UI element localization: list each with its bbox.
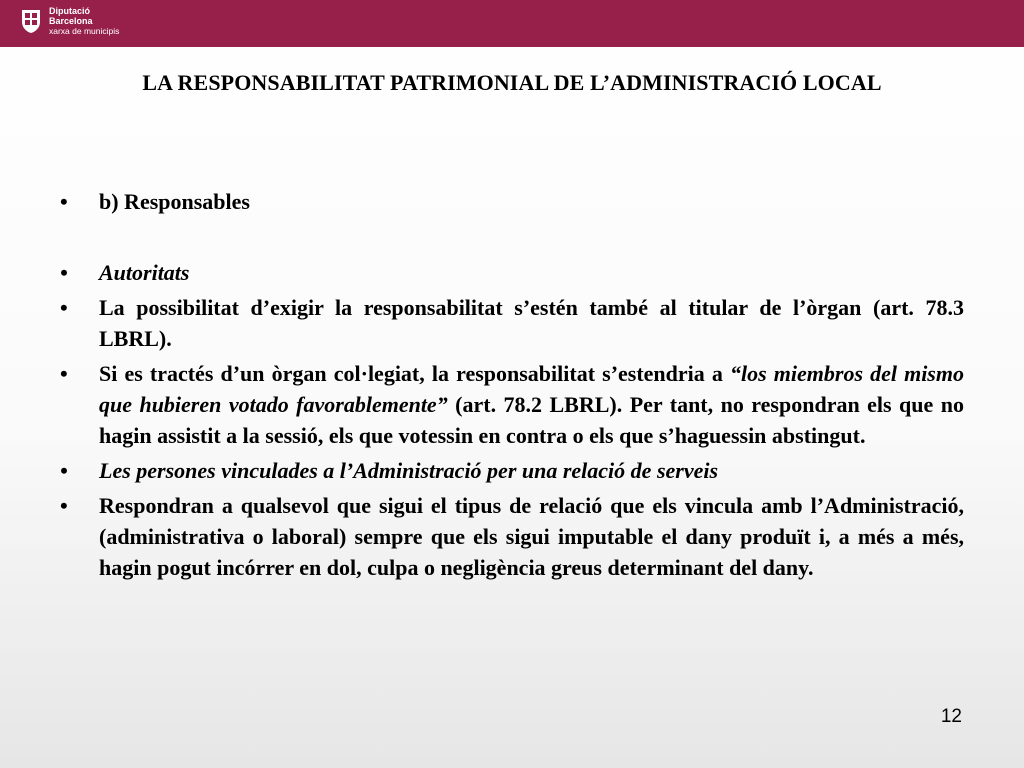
bullet-organ-collegiat-part3: (art. 78.2 LBRL). Per tant, no respondran els que no hagin assistit a la sessió, els que votessin en contra o els que s’haguessin abstingut. [99, 392, 964, 448]
logo-line-2: Barcelona [49, 16, 93, 26]
bullet-titular-organ: • La possibilitat d’exigir la responsabilitat s’estén també al titular de l’òrgan (art. 78.3 LBRL). [60, 292, 964, 354]
bullet-organ-collegiat-quote: “los miembros del mismo que hubieren votado favorablemente” [99, 361, 964, 417]
coat-of-arms-icon [20, 8, 42, 34]
bullet-persones-vinculades: • Les persones vinculades a l’Administració per una relació de serveis [60, 455, 964, 486]
logo-line-1: Diputació [49, 6, 91, 16]
bullet-list [60, 186, 964, 587]
diputacio-logo [20, 6, 119, 36]
bullet-responsables: • b) Responsables [60, 186, 964, 217]
slide-title: LA RESPONSABILITAT PATRIMONIAL DE L’ADMINISTRACIÓ LOCAL [142, 70, 882, 95]
bullet-organ-collegiat [60, 358, 964, 451]
page-number: 12 [940, 706, 962, 727]
logo-line-3: xarxa de municipis [49, 26, 120, 36]
bullet-autoritats: • Autoritats [60, 257, 964, 288]
bullet-respondran: • Respondran a qualsevol que sigui el tipus de relació que els vincula amb l’Administració, (administrativa o laboral) sempre que els sigui imputable el dany produït i, a més a més, hagin pogut incórrer en dol, culpa o negligència greus determinant del dany. [60, 490, 964, 583]
bullet-organ-collegiat-part1: Si es tractés d’un òrgan col·legiat, la responsabilitat s’estendria a [99, 361, 730, 386]
header-bar [0, 0, 1024, 47]
